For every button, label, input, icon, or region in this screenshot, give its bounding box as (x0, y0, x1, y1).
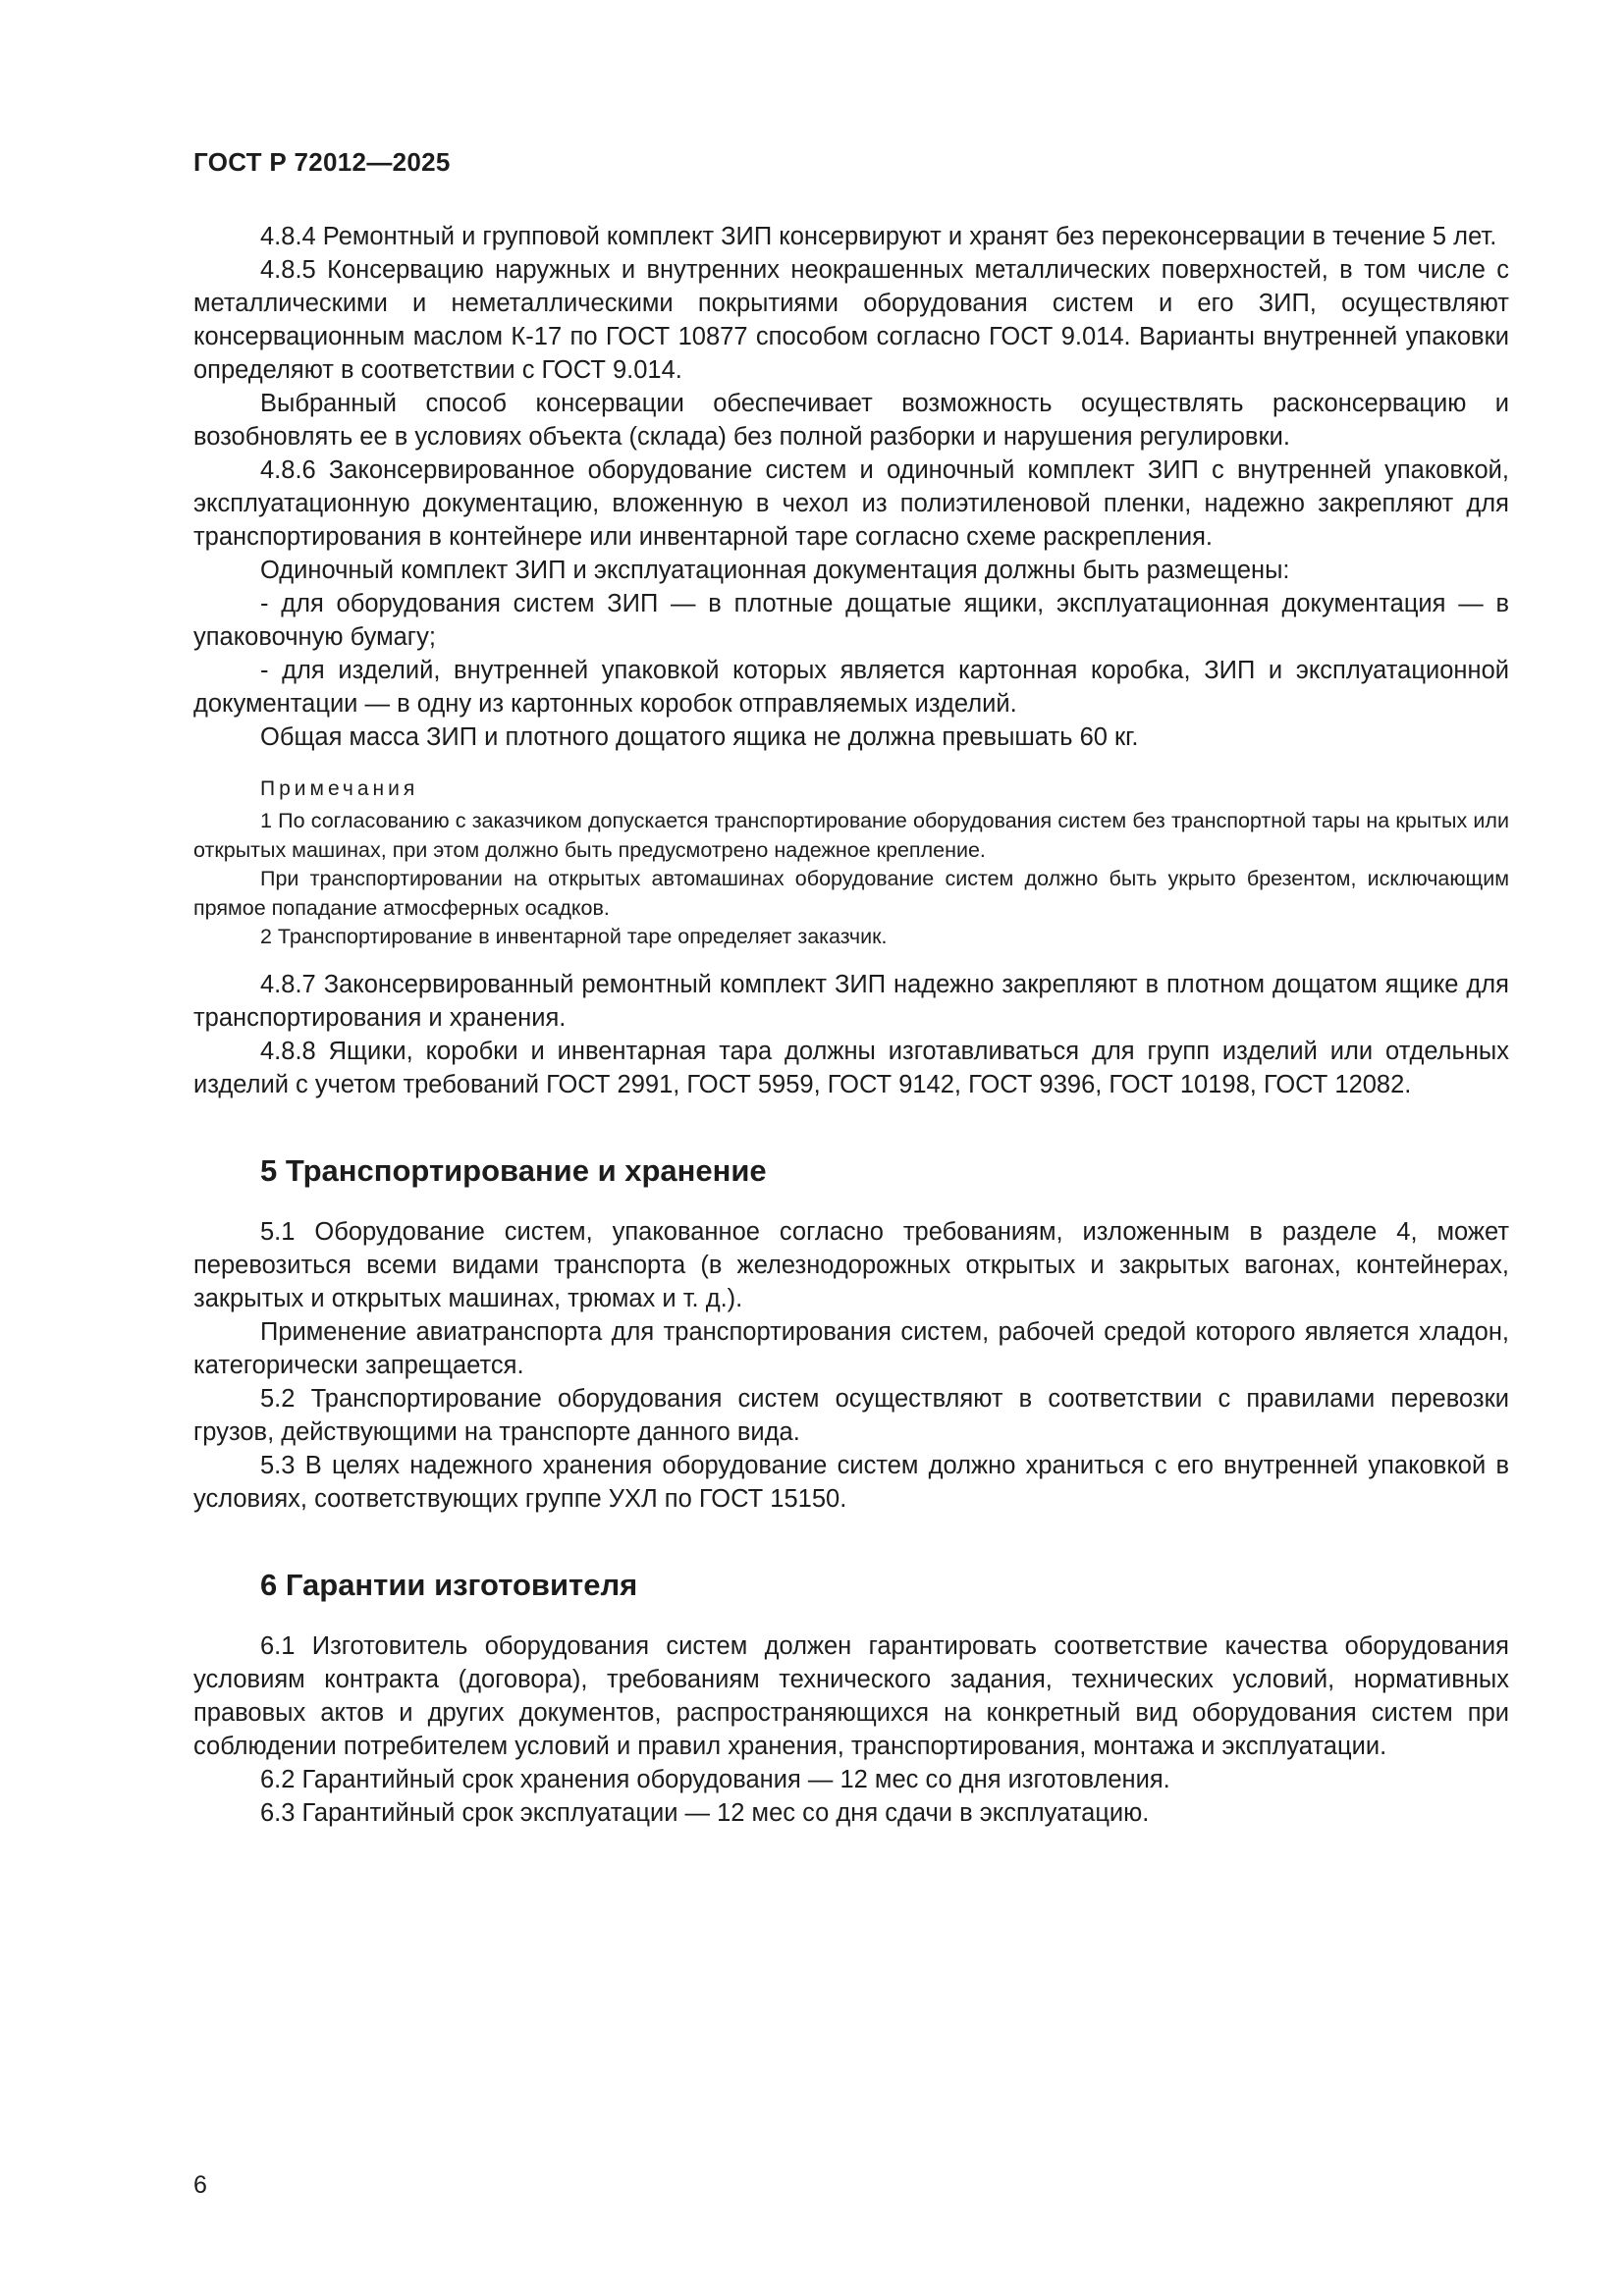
paragraph-4-8-4: 4.8.4 Ремонтный и групповой комплект ЗИП консервируют и хранят без переконсервации в течение 5 лет. (260, 223, 1497, 250)
page-number: 6 (193, 2171, 207, 2199)
section-5-heading: 5 Транспортирование и хранение (260, 1152, 767, 1188)
paragraph-4-8-7: 4.8.7 Законсервированный ремонтный комплект ЗИП надежно закрепляют в плотном дощатом ящике для транспортирования и хранения. (193, 970, 1509, 1032)
paragraph-4-8-5-continued: Выбранный способ консервации обеспечивает возможность осуществлять расконсервацию и возобновлять ее в условиях объекта (склада) без полной разборки и нарушения регулировки. (193, 390, 1509, 451)
paragraph-4-8-6-placement: Одиночный комплект ЗИП и эксплуатационная документация должны быть размещены: (260, 557, 1290, 584)
list-item-cardboard: - для изделий, внутренней упаковкой которых является картонная коробка, ЗИП и эксплуатационной документации — в одну из картонных коробок отправляемых изделий. (193, 657, 1509, 718)
list-item-equipment: - для оборудования систем ЗИП — в плотные дощатые ящики, эксплуатационная документация — в упаковочную бумагу; (193, 590, 1509, 651)
note-1: 1 По согласованию с заказчиком допускается транспортирование оборудования систем без транспортной тары на крытых или открытых машинах, при этом должно быть предусмотрено надежное крепление. (193, 809, 1509, 862)
paragraph-6-3: 6.3 Гарантийный срок эксплуатации — 12 мес со дня сдачи в эксплуатацию. (260, 1798, 1150, 1827)
section-6-heading: 6 Гарантии изготовителя (260, 1567, 638, 1602)
paragraph-4-8-6: 4.8.6 Законсервированное оборудование систем и одиночный комплект ЗИП с внутренней упаковкой, эксплуатационную документацию, вложенную в чехол из полиэтиленовой пленки, надежно закрепляют для транспортирования в контейнере или инвентарной таре согласно схеме раскрепления. (193, 456, 1509, 551)
paragraph-5-1-continued: Применение авиатранспорта для транспортирования систем, рабочей средой которого является хладон, категорически запрещается. (193, 1317, 1509, 1379)
paragraph-5-1: 5.1 Оборудование систем, упакованное согласно требованиям, изложенным в разделе 4, может перевозиться всеми видами транспорта (в железнодорожных открытых и закрытых вагонах, контейнерах, закрытых и открытых машинах, трюмах и т. д.). (193, 1217, 1509, 1312)
paragraph-4-8-5: 4.8.5 Консервацию наружных и внутренних неокрашенных металлических поверхностей, в том числе с металлическими и неметаллическими покрытиями оборудования систем и его ЗИП, осуществляют консервационным маслом К-17 по ГОСТ 10877 способом согласно ГОСТ 9.014. Варианты внутренней упаковки определяют в соответствии с ГОСТ 9.014. (193, 256, 1509, 384)
notes-spacer (193, 952, 1509, 968)
paragraph-6-2: 6.2 Гарантийный срок хранения оборудования — 12 мес со дня изготовления. (260, 1765, 1170, 1793)
paragraph-4-8-8: 4.8.8 Ящики, коробки и инвентарная тара должны изготавливаться для групп изделий или отдельных изделий с учетом требований ГОСТ 2991, ГОСТ 5959, ГОСТ 9142, ГОСТ 9396, ГОСТ 10198, ГОСТ 12082. (193, 1037, 1509, 1098)
note-2: 2 Транспортирование в инвентарной таре определяет заказчик. (260, 925, 888, 948)
document-header: ГОСТ Р 72012—2025 (193, 147, 451, 177)
paragraph-5-2: 5.2 Транспортирование оборудования систем осуществляют в соответствии с правилами перевозки грузов, действующими на транспорте данного вида. (193, 1384, 1509, 1446)
note-1-continued: При транспортировании на открытых автомашинах оборудование систем должно быть укрыто брезентом, исключающим прямое попадание атмосферных осадков. (193, 867, 1509, 920)
paragraph-mass-limit: Общая масса ЗИП и плотного дощатого ящика не должна превышать 60 кг. (260, 723, 1139, 751)
notes-title: Примечания (260, 777, 419, 800)
document-body (193, 220, 1509, 1830)
paragraph-6-1: 6.1 Изготовитель оборудования систем должен гарантировать соответствие качества оборудования условиям контракта (договора), требованиям технического задания, технических условий, нормативных правовых актов и других документов, распространяющихся на конкретный вид оборудования систем при соблюдении потребителем условий и правил хранения, транспортирования, монтажа и эксплуатации. (193, 1631, 1509, 1760)
paragraph-5-3: 5.3 В целях надежного хранения оборудование систем должно храниться с его внутренней упаковкой в условиях, соответствующих группе УХЛ по ГОСТ 15150. (193, 1451, 1509, 1513)
